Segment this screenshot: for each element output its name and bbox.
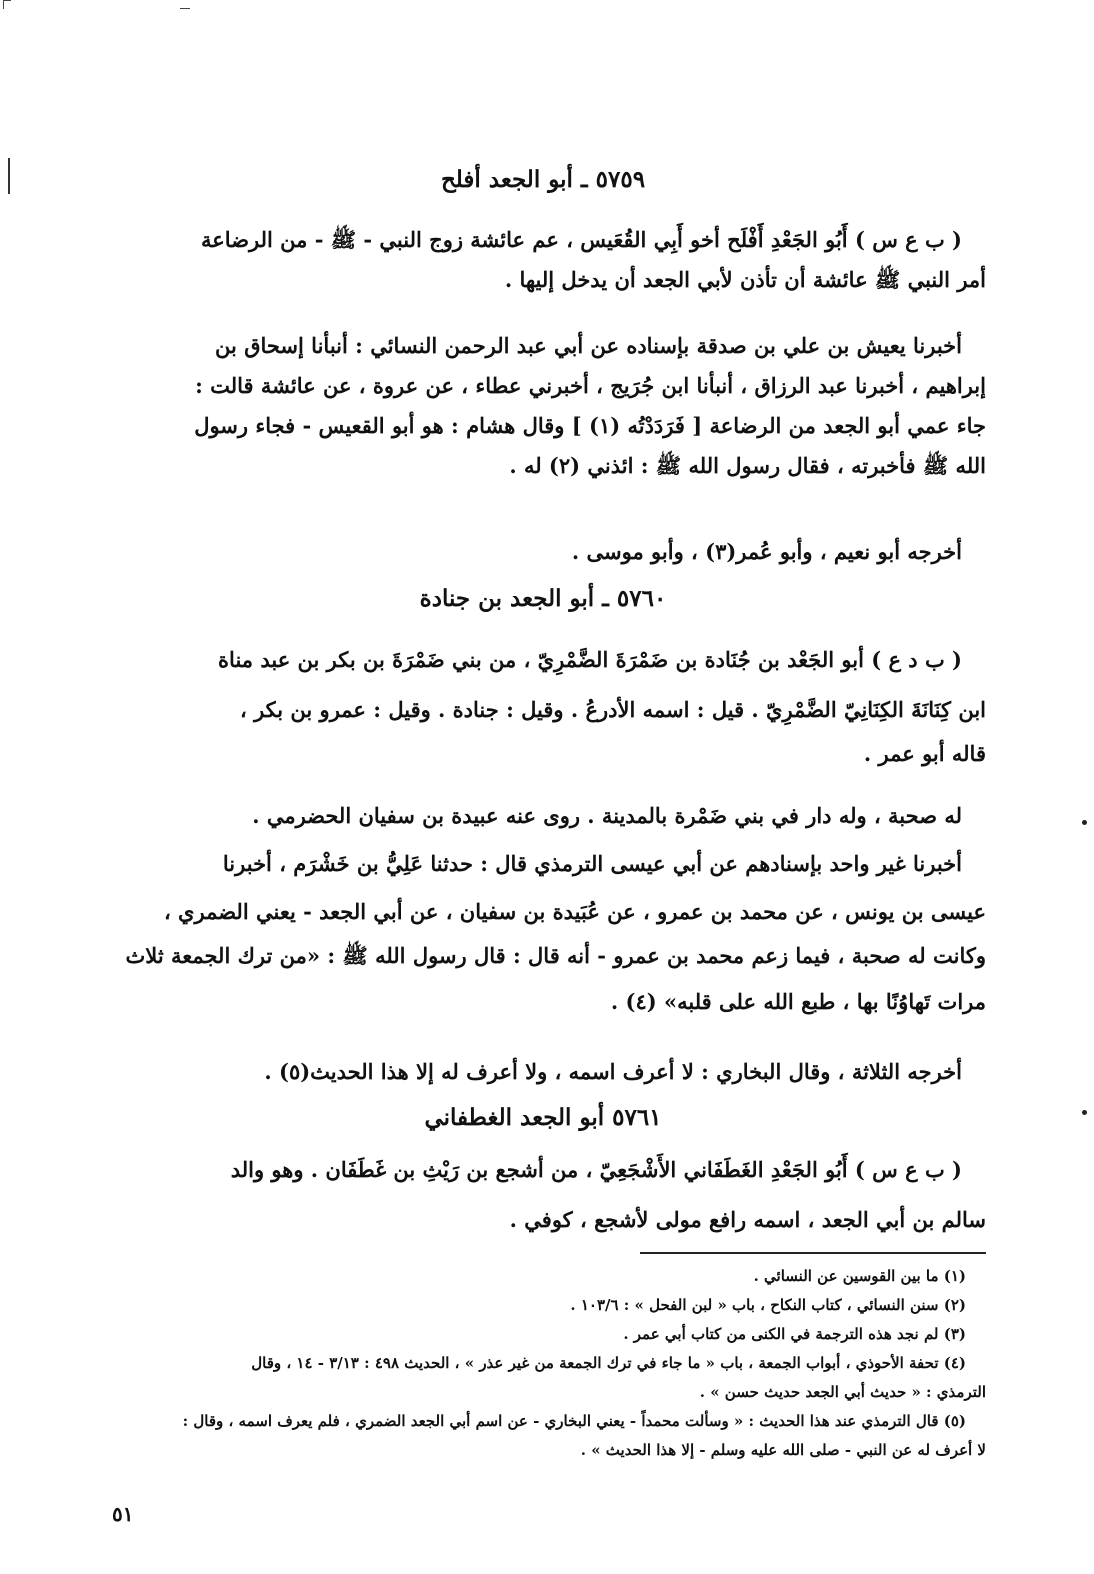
entry-body (100, 532, 986, 572)
footnote: (٢) سنن النسائي ، كتاب النكاح ، باب « لبن الفحل » : ١٠٣/٦ . (570, 1296, 966, 1314)
footnote: (٤) تحفة الأحوذي ، أبواب الجمعة ، باب « ما جاء في ترك الجمعة من غير عذر » ، الحديث ٤٩٨ : ٣/١٣ - ١٤ ، وقال (251, 1354, 966, 1372)
crop-mark (180, 8, 190, 9)
footnotes (100, 1262, 986, 1465)
entry-heading: ٥٧٥٩ ـ أبو الجعد أفلح (440, 166, 646, 193)
entry-body (100, 220, 986, 300)
scan-artifact (1082, 820, 1087, 825)
entry-body (100, 844, 986, 1022)
scan-artifact (1082, 1110, 1087, 1115)
page-number: ٥١ (112, 1502, 134, 1526)
footnote: (٥) قال الترمذي عند هذا الحديث : « وسألت محمداً - يعني البخاري - عن اسم أبي الجعد الضمري ، فلم يعرف اسمه ، وقال : (182, 1412, 966, 1430)
text-line: مرات تَهاوُنًا بها ، طبع الله على قلبه» (٤) . (610, 989, 986, 1014)
text-line: ( ب د ع ) أبو الجَعْد بن جُنَادة بن ضَمْرَةَ الضَّمْرِيّ ، من بني ضَمْرَةَ بن بكر بن عبد مناة (218, 647, 962, 672)
entry-heading: ٥٧٦١ أبو الجعد الغطفاني (424, 1104, 662, 1131)
text-line: أخبرنا يعيش بن علي بن صدقة بإسناده عن أبي عبد الرحمن النسائي : أنبأنا إسحاق بن (215, 333, 962, 358)
text-line: ( ب ع س ) أَبُو الجَعْدِ الغَطَفَاني الأَشْجَعِيّ ، من أشجع بن رَيْثِ بن غَطَفَان . وهو والد (230, 1157, 962, 1182)
text-line: وكانت له صحبة ، فيما زعم محمد بن عمرو - أنه قال : قال رسول الله ﷺ : «من ترك الجمعة ثلاث (125, 943, 986, 968)
text-line: ابن كِنَانَةَ الكِنَانِيّ الضَّمْرِيّ . قيل : اسمه الأدرعُ . وقيل : جنادة . وقيل : عمرو بن بكر ، (239, 697, 986, 722)
entry-heading: ٥٧٦٠ ـ أبو الجعد بن جنادة (419, 585, 667, 612)
text-line: سالم بن أبي الجعد ، اسمه رافع مولى لأشجع ، كوفي . (509, 1207, 986, 1232)
text-line: قاله أبو عمر . (863, 741, 986, 766)
text-line: ( ب ع س ) أَبُو الجَعْدِ أَفْلَح أخو أَبِي القُعَيس ، عم عائشة زوج النبي - ﷺ - من الرضاعة (201, 227, 962, 252)
text-line: له صحبة ، وله دار في بني ضَمْرة بالمدينة . روى عنه عبيدة بن سفيان الحضرمي . (252, 803, 962, 828)
entry-body (100, 796, 986, 836)
footnote-separator (640, 1252, 986, 1254)
text-line: جاء عمي أبو الجعد من الرضاعة [ فَرَدَدْتُه (١) ] وقال هشام : هو أبو القعيس - فجاء رسول (194, 413, 986, 438)
text-line: أخبرنا غير واحد بإسنادهم عن أبي عيسى الترمذي قال : حدثنا عَلِيُّ بن خَشْرَم ، أخبرنا (222, 851, 962, 876)
entry-body (100, 1052, 986, 1092)
text-line: أخرجه أبو نعيم ، وأبو عُمر(٣) ، وأبو موسى . (571, 539, 962, 564)
entry-body (100, 326, 986, 486)
text-line: عيسى بن يونس ، عن محمد بن عمرو ، عن عُبَيدة بن سفيان ، عن أبي الجعد - يعني الضمري ، (163, 899, 986, 924)
text-line: إبراهيم ، أخبرنا عبد الرزاق ، أنبأنا ابن جُرَيج ، أخبرني عطاء ، عن عروة ، عن عائشة قالت : (195, 373, 986, 398)
footnote: (٣) لم نجد هذه الترجمة في الكنى من كتاب أبي عمر . (623, 1325, 966, 1343)
crop-mark (3, 0, 11, 9)
entry-body (100, 640, 986, 774)
scan-artifact (8, 158, 10, 194)
entry-body (100, 1150, 986, 1240)
text-line: أمر النبي ﷺ عائشة أن تأذن لأبي الجعد أن يدخل إليها . (504, 267, 986, 292)
text-line: الله ﷺ فأخبرته ، فقال رسول الله ﷺ : ائذني (٢) له . (509, 453, 986, 478)
footnote-continuation: لا أعرف له عن النبي - صلى الله عليه وسلم - إلا هذا الحديث » . (580, 1441, 986, 1459)
footnote: (١) ما بين القوسين عن النسائي . (753, 1267, 966, 1285)
footnote-continuation: الترمذي : « حديث أبي الجعد حديث حسن » . (699, 1383, 986, 1401)
text-line: أخرجه الثلاثة ، وقال البخاري : لا أعرف اسمه ، ولا أعرف له إلا هذا الحديث(٥) . (264, 1059, 962, 1084)
